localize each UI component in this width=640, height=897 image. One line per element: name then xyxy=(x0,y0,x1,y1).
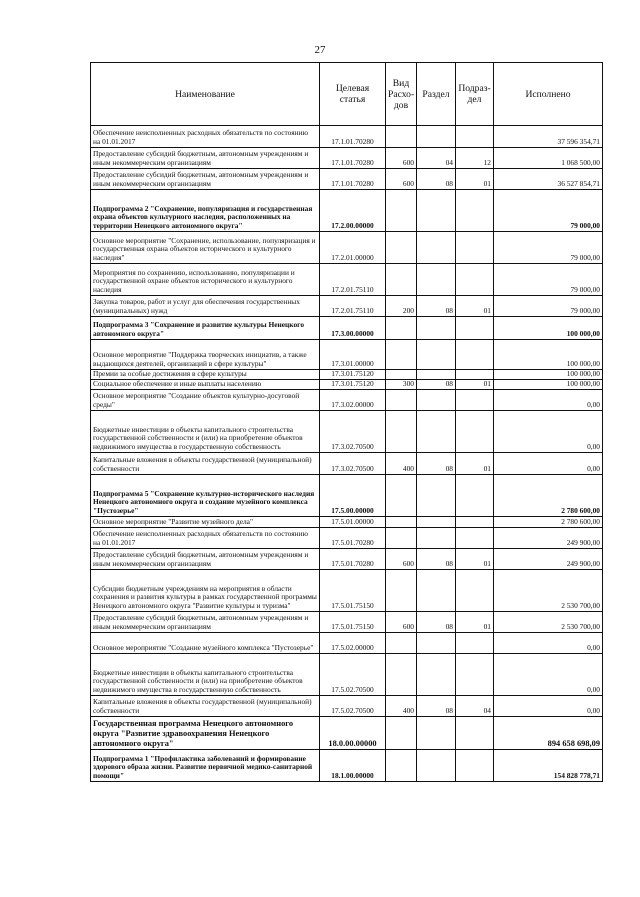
table-row xyxy=(91,453,603,475)
table-row xyxy=(91,370,603,380)
header-expense-type: Вид Расхо- дов xyxy=(386,63,417,126)
cell-target-article: 17.3.01.00000 xyxy=(320,340,386,370)
cell-executed: 0,00 xyxy=(494,633,603,654)
cell-name: Бюджетные инвестиции в объекты капитального строительства государственной собственности и (или) на приобретение объектов недвижимого имущества в государственную собственность xyxy=(91,654,320,696)
table-row xyxy=(91,148,603,169)
cell-subsection xyxy=(456,411,494,453)
cell-target-article: 17.5.02.70500 xyxy=(320,696,386,717)
cell-name: Обеспечение неисполненных расходных обязательств по состоянию на 01.01.2017 xyxy=(91,528,320,549)
cell-target-article: 17.3.02.70500 xyxy=(320,411,386,453)
cell-executed: 79 000,00 xyxy=(494,232,603,264)
cell-name: Капитальные вложения в объекты государственной (муниципальной) собственности xyxy=(91,696,320,717)
cell-name: Основное мероприятие "Поддержка творческих инициатив, а также выдающихся деятелей, организаций в сфере культуры" xyxy=(91,340,320,370)
table-row xyxy=(91,654,603,696)
table-row xyxy=(91,390,603,411)
cell-subsection xyxy=(456,317,494,340)
cell-expense-type xyxy=(386,370,417,380)
table-row xyxy=(91,317,603,340)
cell-target-article: 17.5.01.70280 xyxy=(320,528,386,549)
cell-section xyxy=(417,528,456,549)
cell-subsection: 01 xyxy=(456,169,494,190)
cell-expense-type: 600 xyxy=(386,148,417,169)
cell-subsection: 01 xyxy=(456,612,494,633)
cell-target-article: 17.2.01.00000 xyxy=(320,232,386,264)
cell-section xyxy=(417,750,456,782)
cell-expense-type xyxy=(386,232,417,264)
cell-section: 04 xyxy=(417,148,456,169)
cell-target-article: 17.5.02.70500 xyxy=(320,654,386,696)
cell-subsection xyxy=(456,633,494,654)
cell-subsection xyxy=(456,654,494,696)
cell-subsection: 01 xyxy=(456,453,494,475)
cell-expense-type: 400 xyxy=(386,696,417,717)
cell-expense-type xyxy=(386,517,417,528)
cell-executed: 0,00 xyxy=(494,390,603,411)
cell-section: 08 xyxy=(417,296,456,317)
cell-executed: 0,00 xyxy=(494,453,603,475)
table-row xyxy=(91,570,603,612)
cell-expense-type xyxy=(386,411,417,453)
cell-subsection xyxy=(456,475,494,517)
cell-section: 08 xyxy=(417,380,456,390)
cell-section xyxy=(417,475,456,517)
cell-expense-type xyxy=(386,264,417,296)
table-row xyxy=(91,411,603,453)
cell-expense-type xyxy=(386,528,417,549)
table-row xyxy=(91,264,603,296)
table-row xyxy=(91,475,603,517)
cell-subsection xyxy=(456,517,494,528)
cell-target-article: 17.3.00.00000 xyxy=(320,317,386,340)
cell-target-article: 17.5.01.70280 xyxy=(320,549,386,570)
cell-subsection xyxy=(456,232,494,264)
table-row xyxy=(91,126,603,148)
cell-executed: 2 530 700,00 xyxy=(494,612,603,633)
cell-target-article: 17.5.01.00000 xyxy=(320,517,386,528)
cell-name: Премии за особые достижения в сфере культуры xyxy=(91,370,320,380)
table-row xyxy=(91,633,603,654)
cell-name: Закупка товаров, работ и услуг для обеспечения государственных (муниципальных) нужд xyxy=(91,296,320,317)
cell-executed: 37 596 354,71 xyxy=(494,126,603,148)
cell-expense-type: 600 xyxy=(386,169,417,190)
cell-section: 08 xyxy=(417,549,456,570)
cell-name: Подпрограмма 2 "Сохранение, популяризация и государственная охрана объектов культурного наследия, расположенных на территории Ненецкого автономного округа" xyxy=(91,190,320,232)
cell-subsection xyxy=(456,126,494,148)
cell-executed: 894 658 698,09 xyxy=(494,717,603,750)
table-row xyxy=(91,717,603,750)
header-target-article: Целевая статья xyxy=(320,63,386,126)
cell-expense-type: 600 xyxy=(386,549,417,570)
cell-executed: 249 900,00 xyxy=(494,528,603,549)
cell-subsection xyxy=(456,570,494,612)
cell-subsection xyxy=(456,264,494,296)
cell-target-article: 18.1.00.00000 xyxy=(320,750,386,782)
cell-name: Основное мероприятие "Создание музейного комплекса "Пустозерье" xyxy=(91,633,320,654)
cell-subsection xyxy=(456,370,494,380)
cell-target-article: 17.5.00.00000 xyxy=(320,475,386,517)
cell-subsection xyxy=(456,717,494,750)
cell-name: Государственная программа Ненецкого автономного округа "Развитие здравоохранения Ненецкого автономного округа" xyxy=(91,717,320,750)
cell-subsection: 04 xyxy=(456,696,494,717)
cell-name: Мероприятия по сохранению, использованию, популяризации и государственной охране объектов исторического и культурного наследия xyxy=(91,264,320,296)
cell-section: 08 xyxy=(417,169,456,190)
table-row xyxy=(91,169,603,190)
cell-target-article: 17.1.01.70280 xyxy=(320,148,386,169)
cell-name: Бюджетные инвестиции в объекты капитального строительства государственной собственности и (или) на приобретение объектов недвижимого имущества в государственную собственность xyxy=(91,411,320,453)
cell-target-article: 17.5.02.00000 xyxy=(320,633,386,654)
cell-expense-type xyxy=(386,340,417,370)
cell-section: 08 xyxy=(417,696,456,717)
cell-executed: 2 780 600,00 xyxy=(494,517,603,528)
cell-name: Субсидии бюджетным учреждениям на мероприятия в области сохранения и развития культуры в рамках государственной программы Ненецкого автономного округа "Развитие культуры и туризма" xyxy=(91,570,320,612)
cell-target-article: 17.3.01.75120 xyxy=(320,370,386,380)
cell-expense-type xyxy=(386,126,417,148)
cell-name: Подпрограмма 5 "Сохранение культурно-исторического наследия Ненецкого автономного округа и создание музейного комплекса "Пустозерье" xyxy=(91,475,320,517)
cell-executed: 0,00 xyxy=(494,411,603,453)
table-row xyxy=(91,232,603,264)
cell-expense-type: 400 xyxy=(386,453,417,475)
table-row xyxy=(91,340,603,370)
header-name: Наименование xyxy=(91,63,320,126)
cell-executed: 2 780 600,00 xyxy=(494,475,603,517)
cell-section xyxy=(417,411,456,453)
cell-executed: 79 000,00 xyxy=(494,296,603,317)
cell-subsection: 01 xyxy=(456,296,494,317)
cell-section xyxy=(417,654,456,696)
cell-subsection xyxy=(456,528,494,549)
table-row xyxy=(91,528,603,549)
cell-expense-type: 600 xyxy=(386,612,417,633)
cell-target-article: 17.3.02.70500 xyxy=(320,453,386,475)
cell-expense-type xyxy=(386,390,417,411)
cell-name: Предоставление субсидий бюджетным, автономным учреждениям и иным некоммерческим организациям xyxy=(91,549,320,570)
cell-section xyxy=(417,126,456,148)
cell-section xyxy=(417,232,456,264)
cell-section xyxy=(417,633,456,654)
cell-target-article: 17.1.01.70280 xyxy=(320,169,386,190)
cell-expense-type: 300 xyxy=(386,380,417,390)
cell-section xyxy=(417,390,456,411)
header-section: Раздел xyxy=(417,63,456,126)
cell-executed: 0,00 xyxy=(494,696,603,717)
cell-executed: 100 000,00 xyxy=(494,340,603,370)
table-header-row xyxy=(91,63,603,126)
cell-subsection: 01 xyxy=(456,380,494,390)
cell-subsection xyxy=(456,340,494,370)
cell-name: Обеспечение неисполненных расходных обязательств по состоянию на 01.01.2017 xyxy=(91,126,320,148)
cell-section xyxy=(417,264,456,296)
table-row xyxy=(91,750,603,782)
cell-name: Социальное обеспечение и иные выплаты населению xyxy=(91,380,320,390)
cell-expense-type xyxy=(386,750,417,782)
cell-expense-type xyxy=(386,317,417,340)
cell-subsection xyxy=(456,190,494,232)
cell-expense-type: 200 xyxy=(386,296,417,317)
cell-expense-type xyxy=(386,633,417,654)
cell-target-article: 17.2.01.75110 xyxy=(320,264,386,296)
cell-name: Капитальные вложения в объекты государственной (муниципальной) собственности xyxy=(91,453,320,475)
cell-expense-type xyxy=(386,570,417,612)
cell-name: Подпрограмма 3 "Сохранение и развитие культуры Ненецкого автономного округа" xyxy=(91,317,320,340)
cell-subsection xyxy=(456,750,494,782)
cell-name: Подпрограмма 1 "Профилактика заболеваний и формирование здорового образа жизни. Развитие первичной медико-санитарной помощи" xyxy=(91,750,320,782)
cell-expense-type xyxy=(386,654,417,696)
cell-expense-type xyxy=(386,475,417,517)
cell-name: Предоставление субсидий бюджетным, автономным учреждениям и иным некоммерческим организациям xyxy=(91,148,320,169)
cell-subsection: 12 xyxy=(456,148,494,169)
table-row xyxy=(91,549,603,570)
cell-section xyxy=(417,717,456,750)
table-row xyxy=(91,190,603,232)
cell-expense-type xyxy=(386,190,417,232)
cell-executed: 100 000,00 xyxy=(494,380,603,390)
cell-executed: 154 828 778,71 xyxy=(494,750,603,782)
cell-executed: 79 000,00 xyxy=(494,264,603,296)
cell-section xyxy=(417,340,456,370)
cell-executed: 2 530 700,00 xyxy=(494,570,603,612)
cell-executed: 0,00 xyxy=(494,654,603,696)
table-row xyxy=(91,612,603,633)
cell-section xyxy=(417,190,456,232)
cell-section xyxy=(417,317,456,340)
cell-subsection: 01 xyxy=(456,549,494,570)
header-subsection: Подраз- дел xyxy=(456,63,494,126)
cell-section: 08 xyxy=(417,612,456,633)
cell-target-article: 17.1.01.70280 xyxy=(320,126,386,148)
cell-section xyxy=(417,517,456,528)
cell-target-article: 17.3.02.00000 xyxy=(320,390,386,411)
cell-name: Основное мероприятие "Развитие музейного дела" xyxy=(91,517,320,528)
cell-name: Основное мероприятие "Создание объектов культурно-досуговой среды" xyxy=(91,390,320,411)
cell-target-article: 17.3.01.75120 xyxy=(320,380,386,390)
cell-target-article: 17.2.00.00000 xyxy=(320,190,386,232)
cell-executed: 100 000,00 xyxy=(494,317,603,340)
cell-executed: 79 000,00 xyxy=(494,190,603,232)
header-executed: Исполнено xyxy=(494,63,603,126)
cell-expense-type xyxy=(386,717,417,750)
cell-target-article: 17.5.01.75150 xyxy=(320,570,386,612)
table-row xyxy=(91,296,603,317)
cell-executed: 36 527 854,71 xyxy=(494,169,603,190)
cell-subsection xyxy=(456,390,494,411)
table-row xyxy=(91,517,603,528)
cell-section: 08 xyxy=(417,453,456,475)
cell-executed: 1 068 500,00 xyxy=(494,148,603,169)
page-number: 27 xyxy=(314,44,326,56)
cell-name: Предоставление субсидий бюджетным, автономным учреждениям и иным некоммерческим организациям xyxy=(91,169,320,190)
cell-target-article: 18.0.00.00000 xyxy=(320,717,386,750)
table-row xyxy=(91,696,603,717)
cell-section xyxy=(417,570,456,612)
cell-name: Основное мероприятие "Сохранение, использование, популяризация и государственная охрана объектов исторического и культурного наследия" xyxy=(91,232,320,264)
cell-section xyxy=(417,370,456,380)
budget-execution-table xyxy=(90,62,603,782)
cell-name: Предоставление субсидий бюджетным, автономным учреждениям и иным некоммерческим организациям xyxy=(91,612,320,633)
cell-executed: 249 900,00 xyxy=(494,549,603,570)
cell-executed: 100 000,00 xyxy=(494,370,603,380)
cell-target-article: 17.2.01.75110 xyxy=(320,296,386,317)
cell-target-article: 17.5.01.75150 xyxy=(320,612,386,633)
table-row xyxy=(91,380,603,390)
